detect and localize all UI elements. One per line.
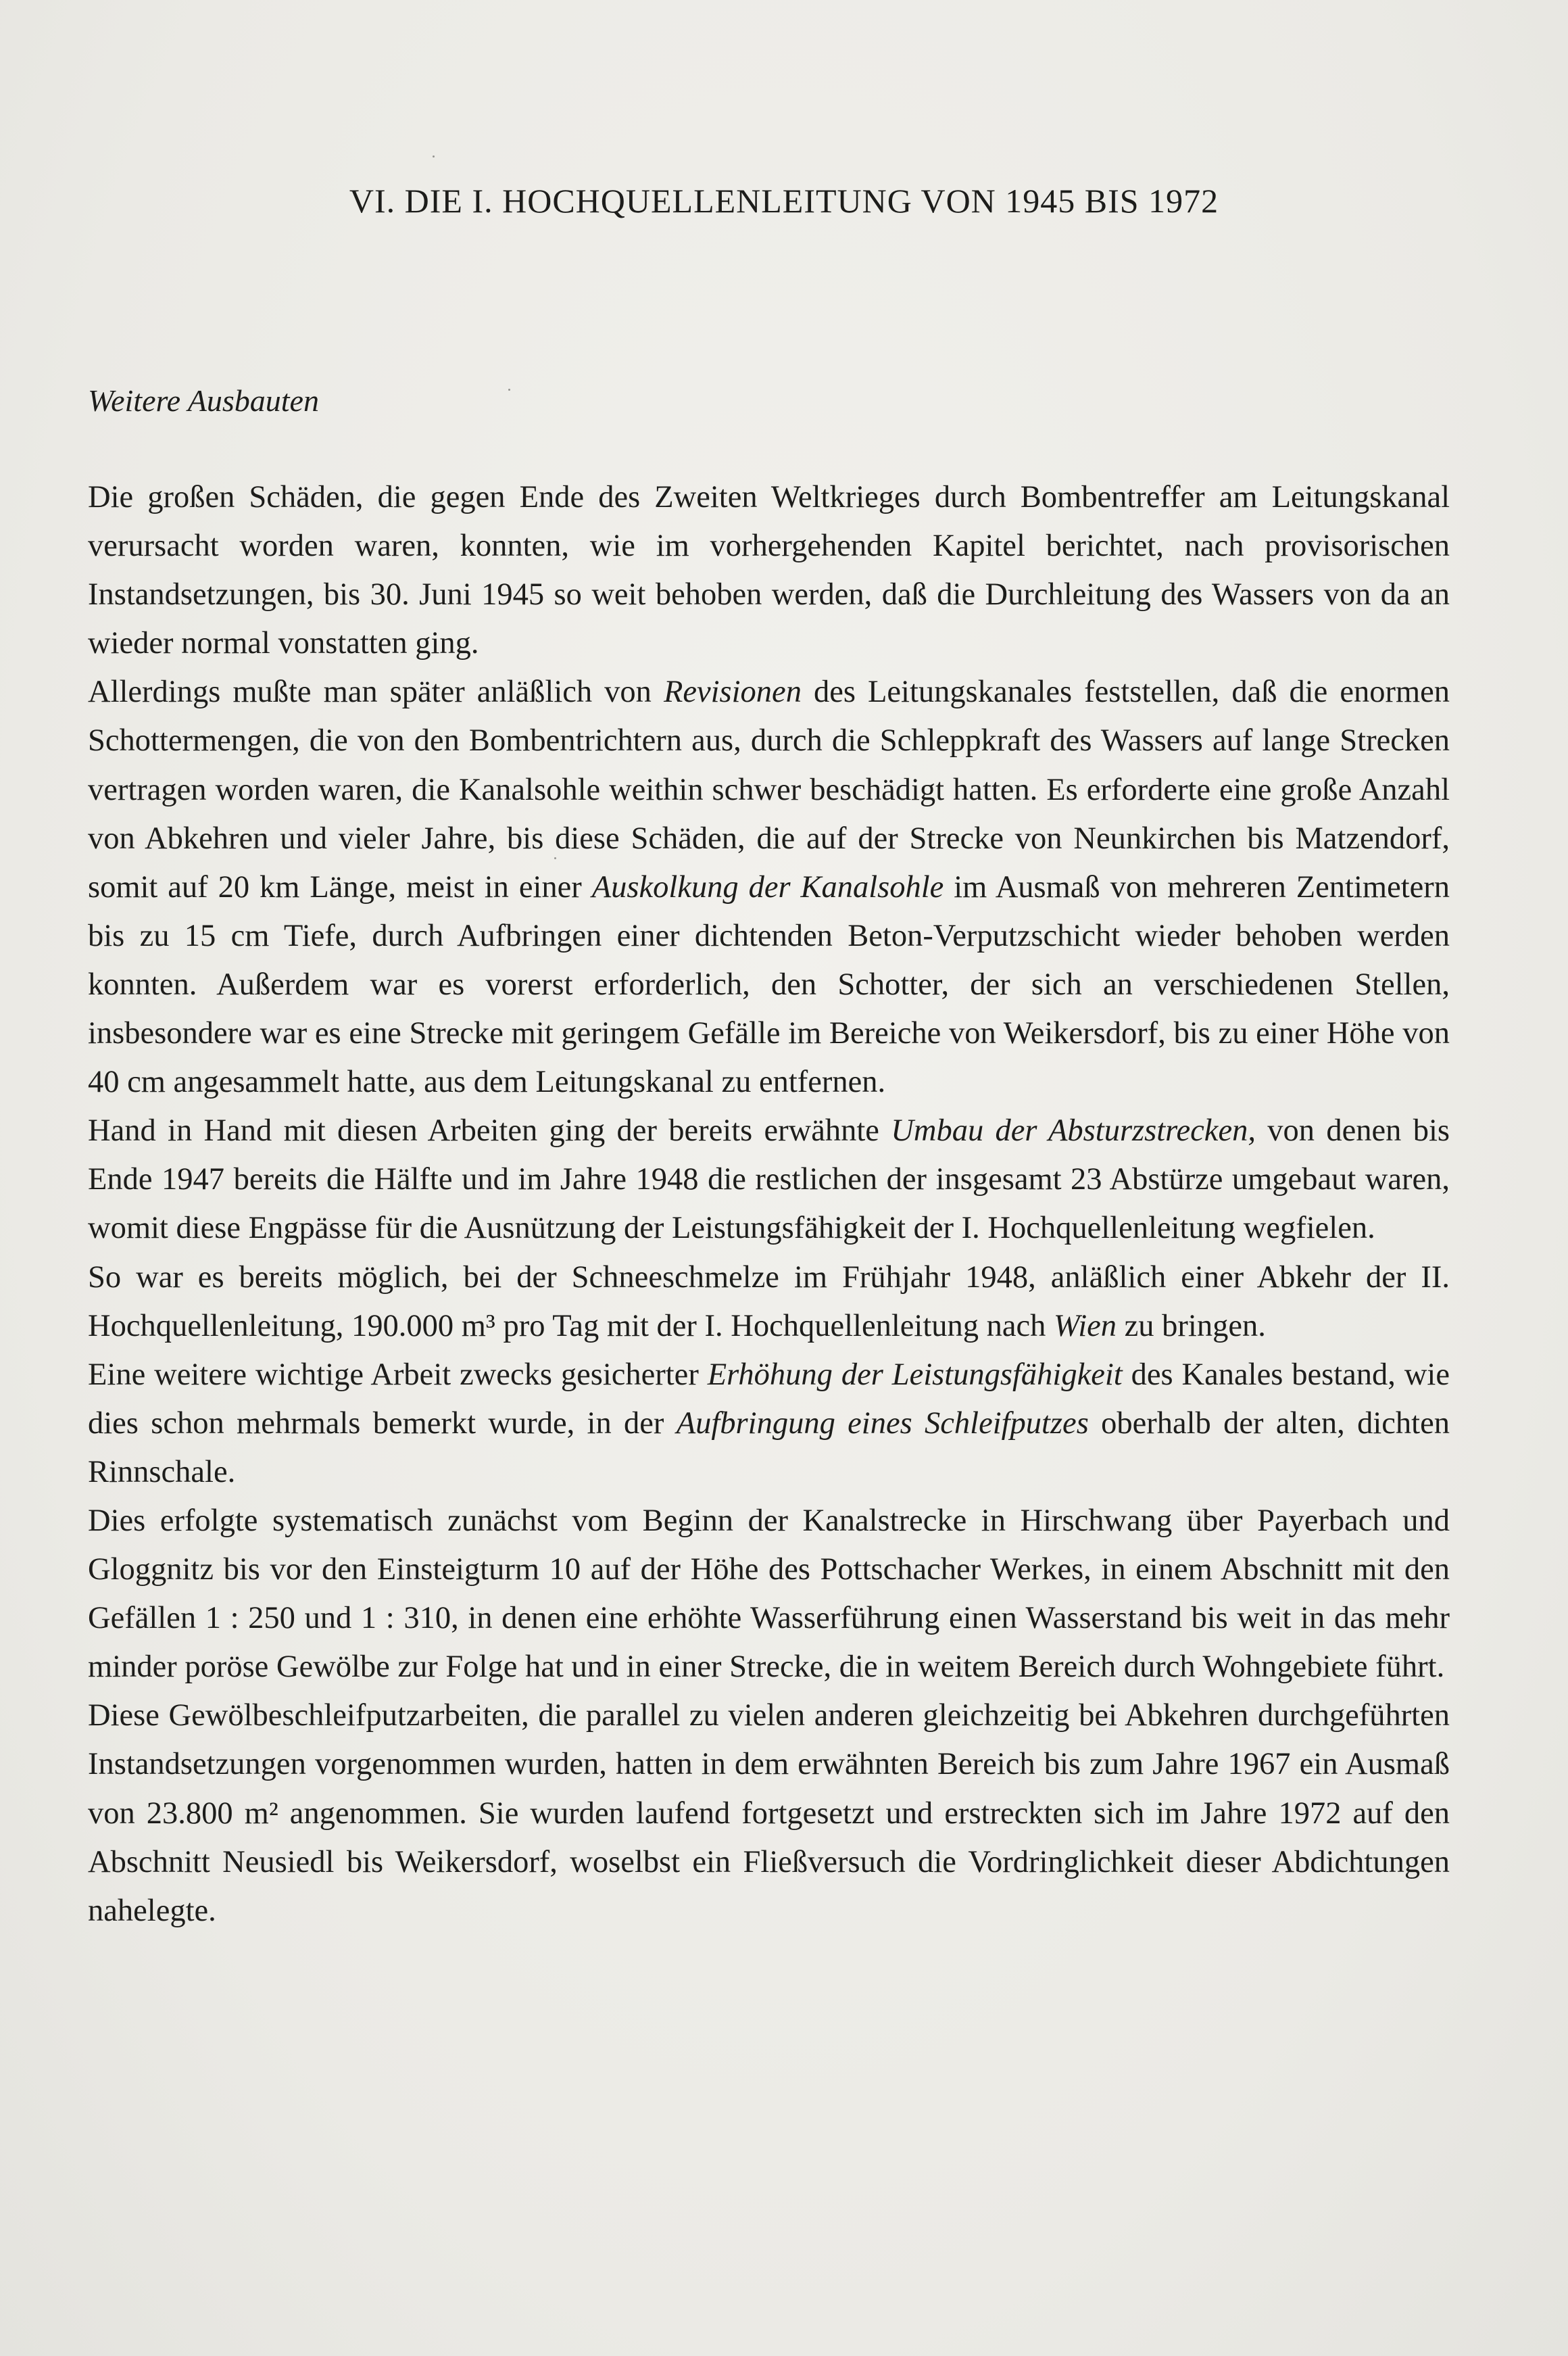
chapter-title: VI. DIE I. HOCHQUELLENLEITUNG VON 1945 BIS 1972 (349, 182, 1219, 220)
paragraph (88, 473, 1450, 668)
body-text (88, 473, 1450, 1936)
italic-term: Auskolkung der Kanalsohle (591, 869, 944, 905)
paragraph-text: Eine weitere wichtige Arbeit zwecks gesicherter (88, 1357, 708, 1392)
paragraph-text: des Leitungskanales feststellen, daß die enormen Schottermengen, die von den Bombentrichtern aus, durch die Schleppkraft des Wassers auf lange Strecken vertragen worden waren, die Kanalsohle weithin schwer beschädigt hatten. Es erforderte eine große Anzahl von Abkehren und vieler Jahre, bis diese Schäden, die auf der Strecke von Neunkirchen bis Matzendorf, somit auf 20 km Länge, meist in einer (88, 675, 1450, 905)
paragraph-text: Diese Gewölbeschleifputzarbeiten, die parallel zu vielen anderen gleichzeitig bei Abkehren durchgeführten Instandsetzungen vorgenommen wurden, hatten in dem erwähnten Bereich bis zum Jahre 1967 ein Ausmaß von 23.800 m² angenommen. Sie wurden laufend fortgesetzt und erstreckten sich im Jahre 1972 auf den Abschnitt Neusiedl bis Weikersdorf, woselbst ein Fließversuch die Vordringlichkeit dieser Abdichtungen nahelegte. (88, 1698, 1450, 1928)
paper-speck (508, 389, 510, 391)
paper-speck (433, 155, 435, 158)
paragraph-text: So war es bereits möglich, bei der Schneeschmelze im Frühjahr 1948, anläßlich einer Abkehr der II. Hochquellenleitung, 190.000 m³ pro Tag mit der I. Hochquellenleitung nach (88, 1259, 1450, 1343)
italic-term: Erhöhung der Leistungsfähigkeit (707, 1357, 1123, 1392)
paragraph-text: Hand in Hand mit diesen Arbeiten ging der bereits erwähnte (88, 1113, 891, 1149)
paper-speck (554, 857, 556, 859)
paragraph-text: im Ausmaß von mehreren Zentimetern bis zu 15 cm Tiefe, durch Aufbringen einer dichtenden Beton-Verputzschicht wieder behoben werden konnten. Außerdem war es vorerst erforderlich, den Schotter, der sich an verschiedenen Stellen, insbesondere war es eine Strecke mit geringem Gefälle im Bereiche von Weikersdorf, bis zu einer Höhe von 40 cm angesammelt hatte, aus dem Leitungskanal zu entfernen. (88, 869, 1450, 1100)
italic-term: Revisionen (663, 675, 802, 710)
section-heading: Weitere Ausbauten (88, 383, 319, 418)
paragraph (88, 1691, 1450, 1935)
paragraph-text: von denen bis Ende 1947 bereits die Hälfte und im Jahre 1948 die restlichen der insgesamt 23 Abstürze umgebaut waren, womit diese Engpässe für die Ausnützung der Leistungsfähigkeit der I. Hochquellenleitung wegfielen. (88, 1113, 1450, 1246)
paragraph-text: Dies erfolgte systematisch zunächst vom Beginn der Kanalstrecke in Hirschwang über Payerbach und Gloggnitz bis vor den Einsteigturm 10 auf der Höhe des Pottschacher Werkes, in einem Abschnitt mit den Gefällen 1 : 250 und 1 : 310, in denen eine erhöhte Wasserführung einen Wasserstand bis weit in das mehr minder poröse Gewölbe zur Folge hat und in einer Strecke, die in weitem Bereich durch Wohngebiete führt. (88, 1503, 1450, 1685)
paragraph (88, 668, 1450, 1107)
paragraph-text: des Kanales bestand, wie dies schon mehrmals bemerkt wurde, in der (88, 1357, 1450, 1441)
paragraph (88, 1497, 1450, 1691)
paragraph-text: zu bringen. (1117, 1308, 1266, 1343)
paragraph-text: oberhalb der alten, dichten Rinnschale. (88, 1405, 1450, 1489)
italic-term: Umbau der Absturzstrecken, (891, 1113, 1256, 1149)
italic-term: Aufbringung eines Schleifputzes (676, 1405, 1089, 1441)
paragraph-text: Allerdings mußte man später anläßlich von (88, 675, 664, 710)
italic-term: Wien (1054, 1308, 1117, 1343)
paragraph (88, 1253, 1450, 1351)
paragraph (88, 1351, 1450, 1497)
paragraph (88, 1107, 1450, 1253)
paragraph-text: Die großen Schäden, die gegen Ende des Zweiten Weltkrieges durch Bombentreffer am Leitungskanal verursacht worden waren, konnten, wie im vorhergehenden Kapitel berichtet, nach provisorischen Instandsetzungen, bis 30. Juni 1945 so weit behoben werden, daß die Durchleitung des Wassers von da an wieder normal vonstatten ging. (88, 480, 1450, 661)
